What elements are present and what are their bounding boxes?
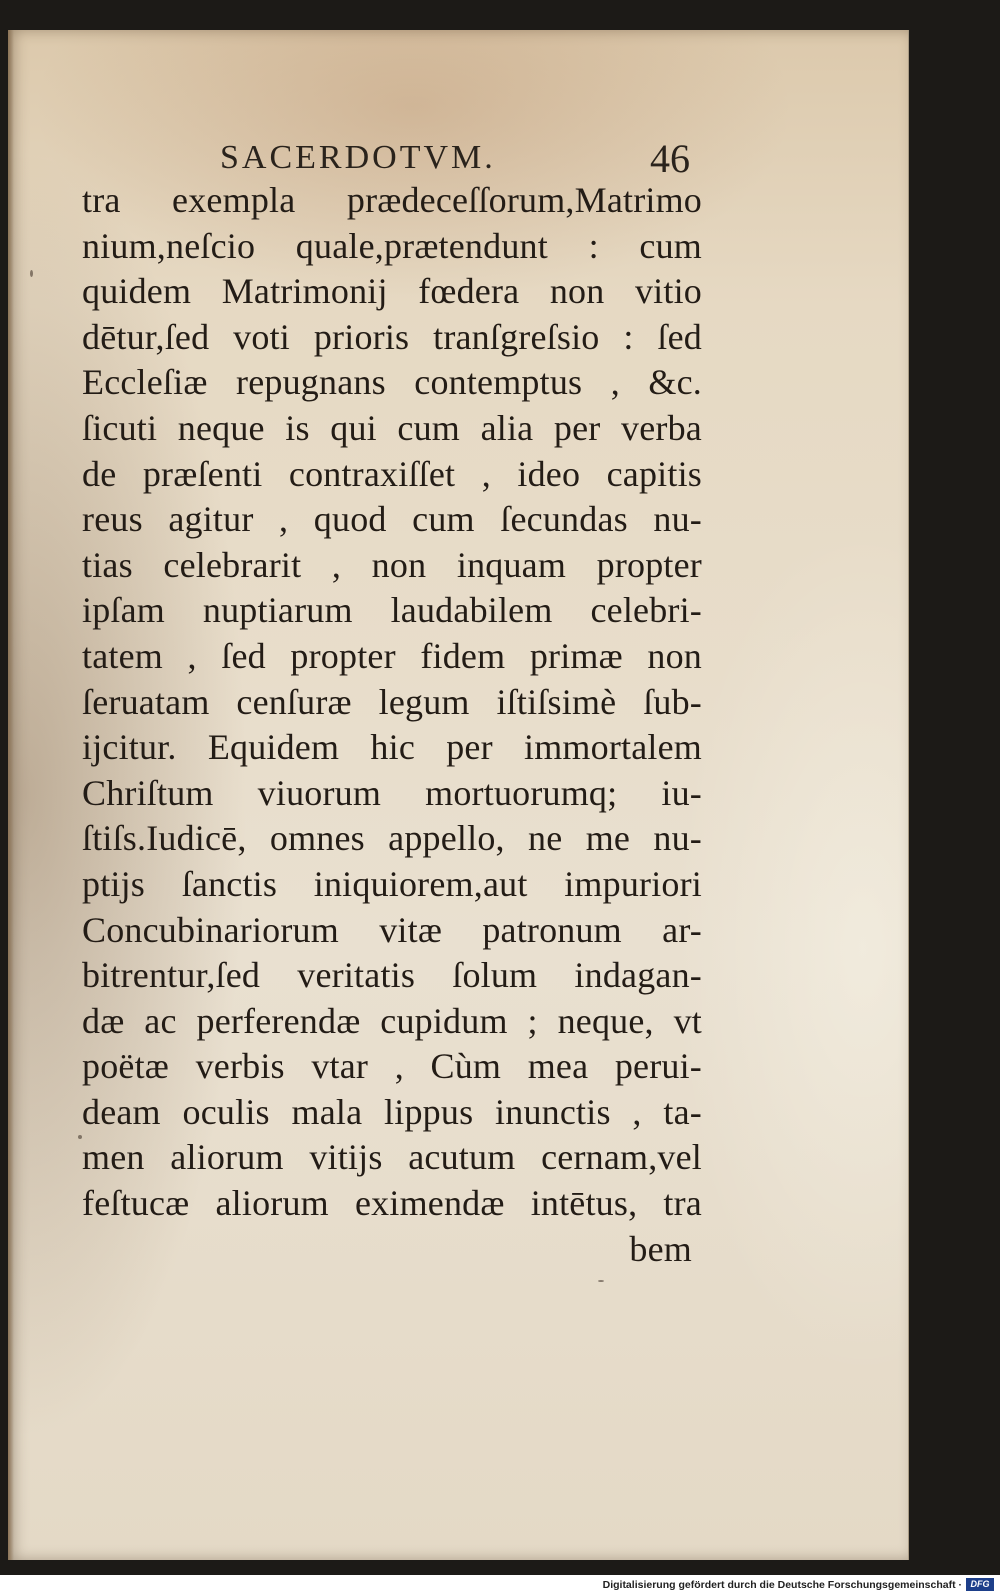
page-gutter-shadow	[8, 30, 14, 1560]
body-text	[82, 178, 702, 1272]
text-line: dētur,ſed voti prioris tranſgreſsio : ſed	[82, 316, 702, 357]
text-line: bitrentur,ſed veritatis ſolum indagan-	[82, 955, 702, 996]
text-line: quidem Matrimonij fœdera non vitio	[82, 271, 702, 312]
text-line: ſeruatam cenſuræ legum iſtiſsimè ſub-	[82, 681, 702, 722]
text-line: ptijs ſanctis iniquiorem,aut impuriori	[82, 863, 702, 904]
text-line: deam oculis mala lippus inunctis , ta-	[82, 1091, 702, 1132]
ink-speck	[30, 270, 33, 277]
catchword: bem	[629, 1228, 692, 1269]
page-number: 46	[650, 136, 690, 181]
text-line: Concubinariorum vitæ patronum ar-	[82, 909, 702, 950]
text-line: de præſenti contraxiſſet , ideo capitis	[82, 453, 702, 494]
ink-speck	[598, 1280, 604, 1282]
text-line: tias celebrarit , non inquam propter	[82, 544, 702, 585]
text-line: poëtæ verbis vtar , Cùm mea perui-	[82, 1046, 702, 1087]
dfg-logo: DFG	[966, 1578, 994, 1591]
text-line: ijcitur. Equidem hic per immortalem	[82, 727, 702, 768]
text-line: Eccleſiæ repugnans contemptus , &c.	[82, 362, 702, 403]
text-line: tra exempla prædeceſſorum,Matrimo	[82, 180, 702, 220]
text-line: ſicuti neque is qui cum alia per verba	[82, 407, 702, 448]
running-head-title: SACERDOTVM.	[220, 139, 496, 176]
funding-credit: Digitalisierung gefördert durch die Deutsche Forschungsgemeinschaft ·	[602, 1579, 962, 1591]
text-line: dæ ac perferendæ cupidum ; neque, vt	[82, 1000, 702, 1041]
text-line: ipſam nuptiarum laudabilem celebri-	[82, 590, 702, 631]
text-line: feſtucæ aliorum eximendæ intētus, tra	[82, 1183, 702, 1224]
text-line: tatem , ſed propter fidem primæ non	[82, 635, 702, 676]
text-line: Chriſtum viuorum mortuorumq; iu-	[82, 772, 702, 813]
text-line: ſtiſs.Iudicē, omnes appello, ne me nu-	[82, 818, 702, 859]
text-line: nium,neſcio quale,prætendunt : cum	[82, 225, 702, 266]
text-line: reus agitur , quod cum ſecundas nu-	[82, 499, 702, 540]
text-line: men aliorum vitijs acutum cernam,vel	[82, 1137, 702, 1178]
